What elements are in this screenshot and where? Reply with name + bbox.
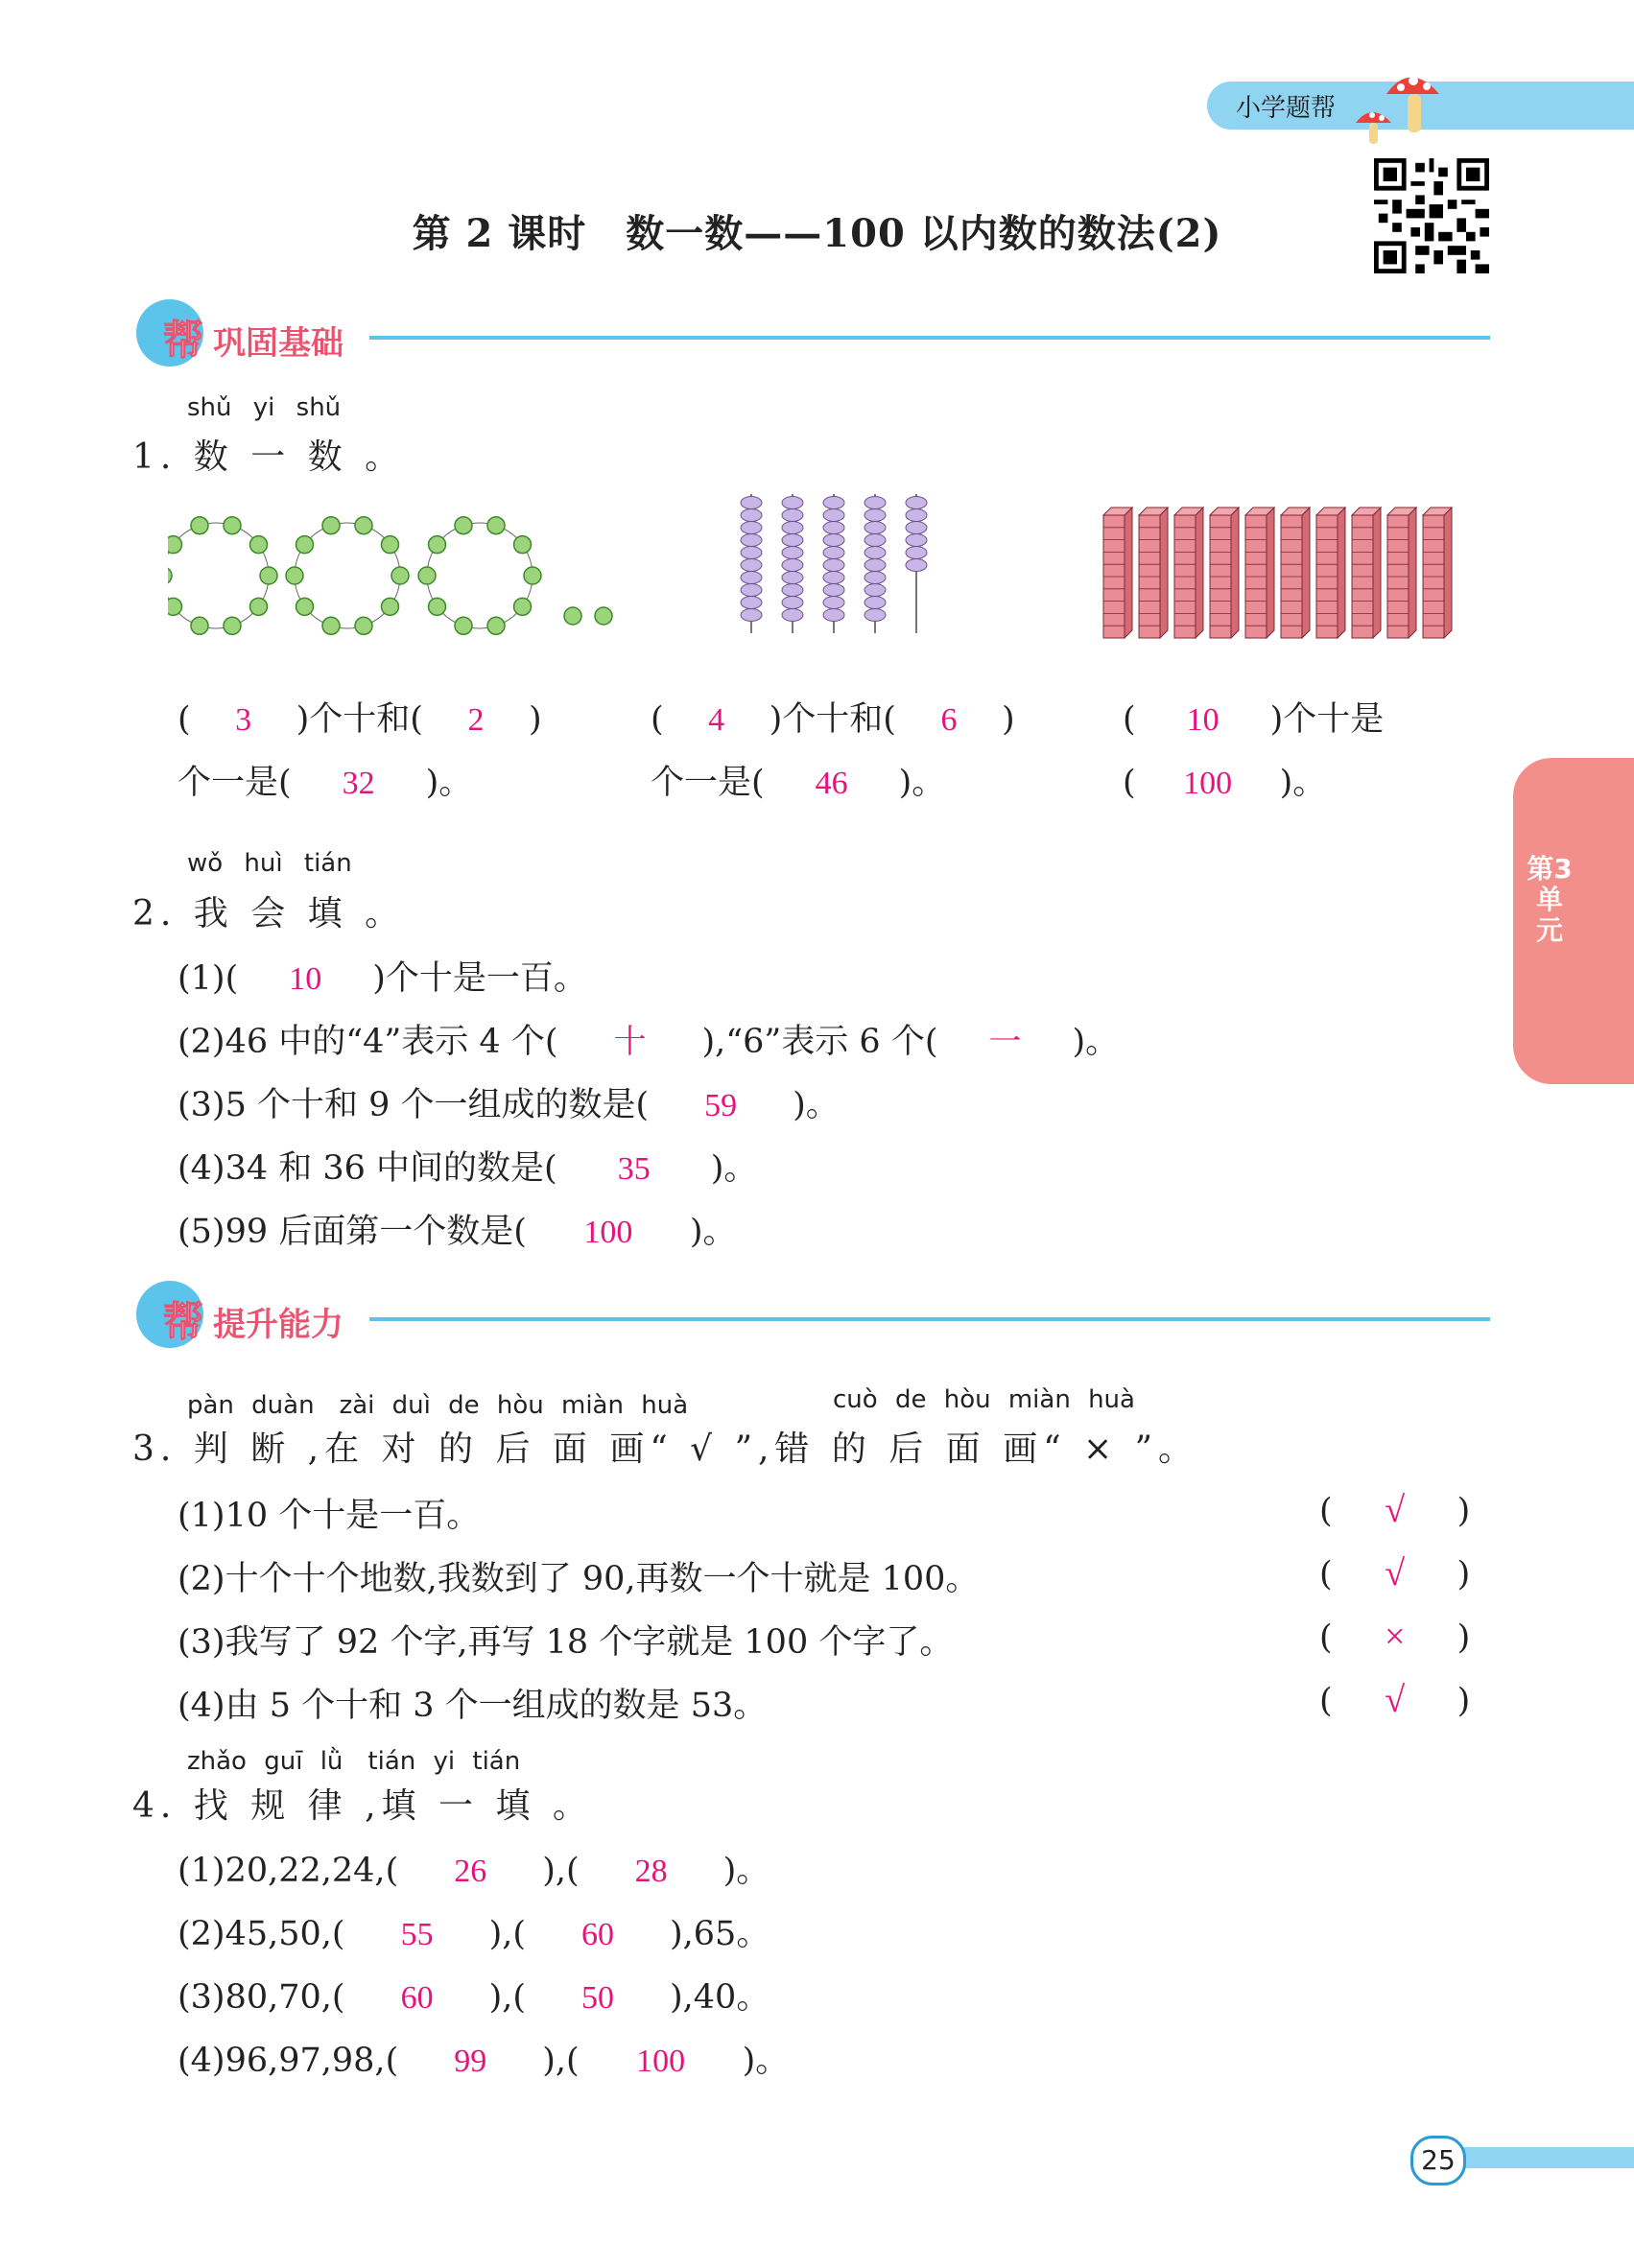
bead — [782, 522, 803, 534]
bead — [864, 522, 886, 534]
answer-blank[interactable]: 2 — [467, 702, 485, 738]
bead — [224, 517, 241, 534]
bead — [823, 584, 844, 597]
bead — [823, 609, 844, 622]
bead — [429, 598, 446, 615]
bead — [741, 609, 762, 622]
bead — [864, 584, 886, 597]
q3-title: 3. 判 断 ,在 对 的 后 面 画“ √ ”,错 的 后 面 画“ × ”。 — [132, 1429, 1199, 1469]
q4-title: 4. 找 规 律 ,填 一 填 。 — [132, 1786, 593, 1826]
answer-blank[interactable]: 100 — [636, 2044, 686, 2079]
answer-blank[interactable]: 十 — [613, 1025, 647, 1060]
block-rod — [1338, 508, 1345, 638]
q3-item-3: (3)我写了 92 个字,再写 18 个字就是 100 个字了。 — [178, 1623, 954, 1662]
bead — [513, 598, 531, 615]
unit-label: 第3单元 — [1527, 853, 1573, 946]
block-rod — [1160, 508, 1168, 638]
bead — [864, 534, 886, 547]
bead — [741, 597, 762, 609]
answer-blank[interactable]: 55 — [400, 1917, 434, 1952]
bead — [455, 617, 472, 634]
bead — [864, 609, 886, 622]
q2-item-5: (5)99 后面第一个数是( 100 )。 — [178, 1213, 737, 1251]
bead — [168, 536, 182, 554]
q3-pinyin-1: pàn duàn zài duì de hòu miàn huà — [187, 1391, 689, 1420]
bead — [741, 572, 762, 584]
answer-blank[interactable]: 99 — [454, 2044, 487, 2079]
check-mark[interactable]: √ — [1385, 1553, 1406, 1594]
cross-mark[interactable]: × — [1384, 1617, 1406, 1657]
bead — [524, 567, 541, 584]
bead — [296, 536, 314, 554]
bead — [455, 517, 472, 534]
bead — [381, 598, 398, 615]
block-rod — [1373, 508, 1381, 638]
bead — [864, 572, 886, 584]
bead — [418, 567, 436, 584]
bead-sticks-illustration — [734, 489, 945, 643]
answer-blank[interactable]: 一 — [988, 1025, 1022, 1060]
q1c-line2: ( 100 )。 — [1123, 764, 1327, 802]
block-rod — [1267, 508, 1274, 638]
q2-item-3: (3)5 个十和 9 个一组成的数是( 59 )。 — [178, 1086, 840, 1124]
q4-item-3: (3)80,70,( 60 ),( 50 ),40。 — [178, 1978, 770, 2017]
answer-blank[interactable]: 60 — [581, 1917, 614, 1952]
bead — [224, 617, 241, 634]
bead — [864, 547, 886, 559]
q2-pinyin: wǒ huì tián — [187, 849, 352, 878]
bead — [782, 509, 803, 522]
bead — [823, 509, 844, 522]
bead — [191, 617, 208, 634]
q1c-line1: ( 10 )个十是 — [1123, 700, 1385, 739]
bead — [296, 598, 314, 615]
q3-item-4: (4)由 5 个十和 3 个一组成的数是 53。 — [178, 1687, 768, 1725]
bead — [782, 547, 803, 559]
section-mark: 帮 — [163, 317, 204, 364]
bead — [823, 572, 844, 584]
answer-blank[interactable]: 50 — [581, 1980, 614, 2016]
bead — [487, 617, 505, 634]
bead — [906, 522, 927, 534]
block-rod — [1444, 508, 1452, 638]
bead — [191, 517, 208, 534]
bead — [355, 517, 372, 534]
q4-item-1: (1)20,22,24,( 26 ),( 28 )。 — [178, 1852, 770, 1890]
section-divider — [369, 1317, 1490, 1321]
check-mark[interactable]: √ — [1385, 1490, 1406, 1530]
bead — [741, 559, 762, 572]
bead — [741, 547, 762, 559]
answer-blank[interactable]: 60 — [400, 1980, 434, 2016]
bead — [823, 547, 844, 559]
answer-blank[interactable]: 28 — [634, 1854, 668, 1889]
q1a-line1: ( 3 )个十和( 2 ) — [178, 700, 542, 739]
bead — [429, 536, 446, 554]
q2-title: 2. 我 会 填 。 — [132, 894, 406, 933]
answer-blank[interactable]: 26 — [454, 1854, 487, 1889]
bead — [906, 559, 927, 572]
q3-mark-box: ( √ ) — [1319, 1490, 1471, 1530]
bead — [487, 517, 505, 534]
bead — [741, 522, 762, 534]
q2-item-1: (1)( 10 )个十是一百。 — [178, 959, 587, 998]
bead — [782, 597, 803, 609]
answer-blank[interactable]: 46 — [815, 766, 848, 801]
answer-blank[interactable]: 10 — [289, 961, 322, 997]
page-number: 25 — [1410, 2136, 1466, 2185]
q2-item-2: (2)46 中的“4”表示 4 个( 十 ),“6”表示 6 个( 一 )。 — [178, 1015, 1119, 1063]
bead — [249, 536, 267, 554]
bead — [782, 584, 803, 597]
bead — [823, 559, 844, 572]
bead — [322, 517, 340, 534]
bead — [864, 559, 886, 572]
section-title-advanced: 提升能力 — [213, 1306, 343, 1344]
bead — [741, 534, 762, 547]
bead — [322, 617, 340, 634]
bead — [381, 536, 398, 554]
page-title: 第 2 课时 数一数——100 以内数的数法(2) — [412, 211, 1222, 256]
block-rod — [1125, 508, 1132, 638]
answer-blank[interactable]: 100 — [583, 1215, 633, 1250]
block-rod — [1231, 508, 1239, 638]
block-rods-illustration — [1099, 504, 1463, 643]
q3-pinyin-2: cuò de hòu miàn huà — [833, 1385, 1135, 1414]
q3-mark-box: ( √ ) — [1319, 1680, 1471, 1720]
bead — [168, 598, 182, 615]
bead — [564, 607, 581, 625]
bead — [823, 534, 844, 547]
bead — [906, 509, 927, 522]
bead — [864, 509, 886, 522]
bead — [741, 509, 762, 522]
q2-item-4: (4)34 和 36 中间的数是( 35 )。 — [178, 1149, 758, 1188]
bead — [168, 567, 172, 584]
section-divider — [369, 336, 1490, 340]
q3-mark-box: ( × ) — [1319, 1617, 1471, 1657]
q1a-line2: 个一是( 32 )。 — [178, 764, 473, 802]
answer-blank[interactable]: 59 — [704, 1088, 738, 1123]
block-rod — [1196, 508, 1203, 638]
bead — [782, 609, 803, 622]
bead — [864, 597, 886, 609]
block-rod — [1409, 508, 1416, 638]
q3-mark-box: ( √ ) — [1319, 1553, 1471, 1594]
bead — [864, 497, 886, 509]
q1-title: 1. 数 一 数 。 — [132, 437, 406, 477]
bead — [782, 497, 803, 509]
answer-blank[interactable]: 35 — [617, 1151, 651, 1187]
qr-code-icon[interactable] — [1374, 158, 1489, 273]
block-rod — [1302, 508, 1310, 638]
bead — [391, 567, 409, 584]
bead — [260, 567, 277, 584]
bead — [906, 497, 927, 509]
section-mark: 帮 — [163, 1298, 204, 1345]
section-title-basic: 巩固基础 — [213, 324, 343, 363]
bead — [906, 547, 927, 559]
bead — [782, 534, 803, 547]
q4-pinyin: zhǎo guī lǜ tián yi tián — [187, 1747, 521, 1776]
bead — [741, 584, 762, 597]
bead — [513, 536, 531, 554]
answer-blank[interactable]: 100 — [1183, 766, 1233, 801]
q3-item-2: (2)十个十个地数,我数到了 90,再数一个十就是 100。 — [178, 1560, 980, 1598]
bead — [595, 607, 612, 625]
q1b-line2: 个一是( 46 )。 — [651, 764, 946, 802]
bead — [823, 522, 844, 534]
bead-rings-illustration — [168, 508, 628, 643]
q3-item-1: (1)10 个十是一百。 — [178, 1497, 481, 1535]
answer-blank[interactable]: 32 — [342, 766, 375, 801]
bead — [741, 497, 762, 509]
bead — [355, 617, 372, 634]
bead — [782, 559, 803, 572]
q1b-line1: ( 4 )个十和( 6 ) — [651, 700, 1015, 739]
answer-blank[interactable]: 3 — [235, 702, 252, 738]
brand-name: 小学题帮 — [1236, 94, 1337, 123]
check-mark[interactable]: √ — [1385, 1680, 1406, 1720]
q4-item-4: (4)96,97,98,( 99 ),( 100 )。 — [178, 2042, 790, 2080]
mushroom-icon — [1348, 56, 1463, 147]
bead — [782, 572, 803, 584]
answer-blank[interactable]: 6 — [940, 702, 958, 738]
bead — [823, 597, 844, 609]
bead — [249, 598, 267, 615]
answer-blank[interactable]: 4 — [708, 702, 725, 738]
answer-blank[interactable]: 10 — [1186, 702, 1220, 738]
q4-item-2: (2)45,50,( 55 ),( 60 ),65。 — [178, 1915, 770, 1953]
bead — [286, 567, 303, 584]
bead — [906, 534, 927, 547]
q1-pinyin: shǔ yi shǔ — [187, 393, 342, 422]
bead — [823, 497, 844, 509]
